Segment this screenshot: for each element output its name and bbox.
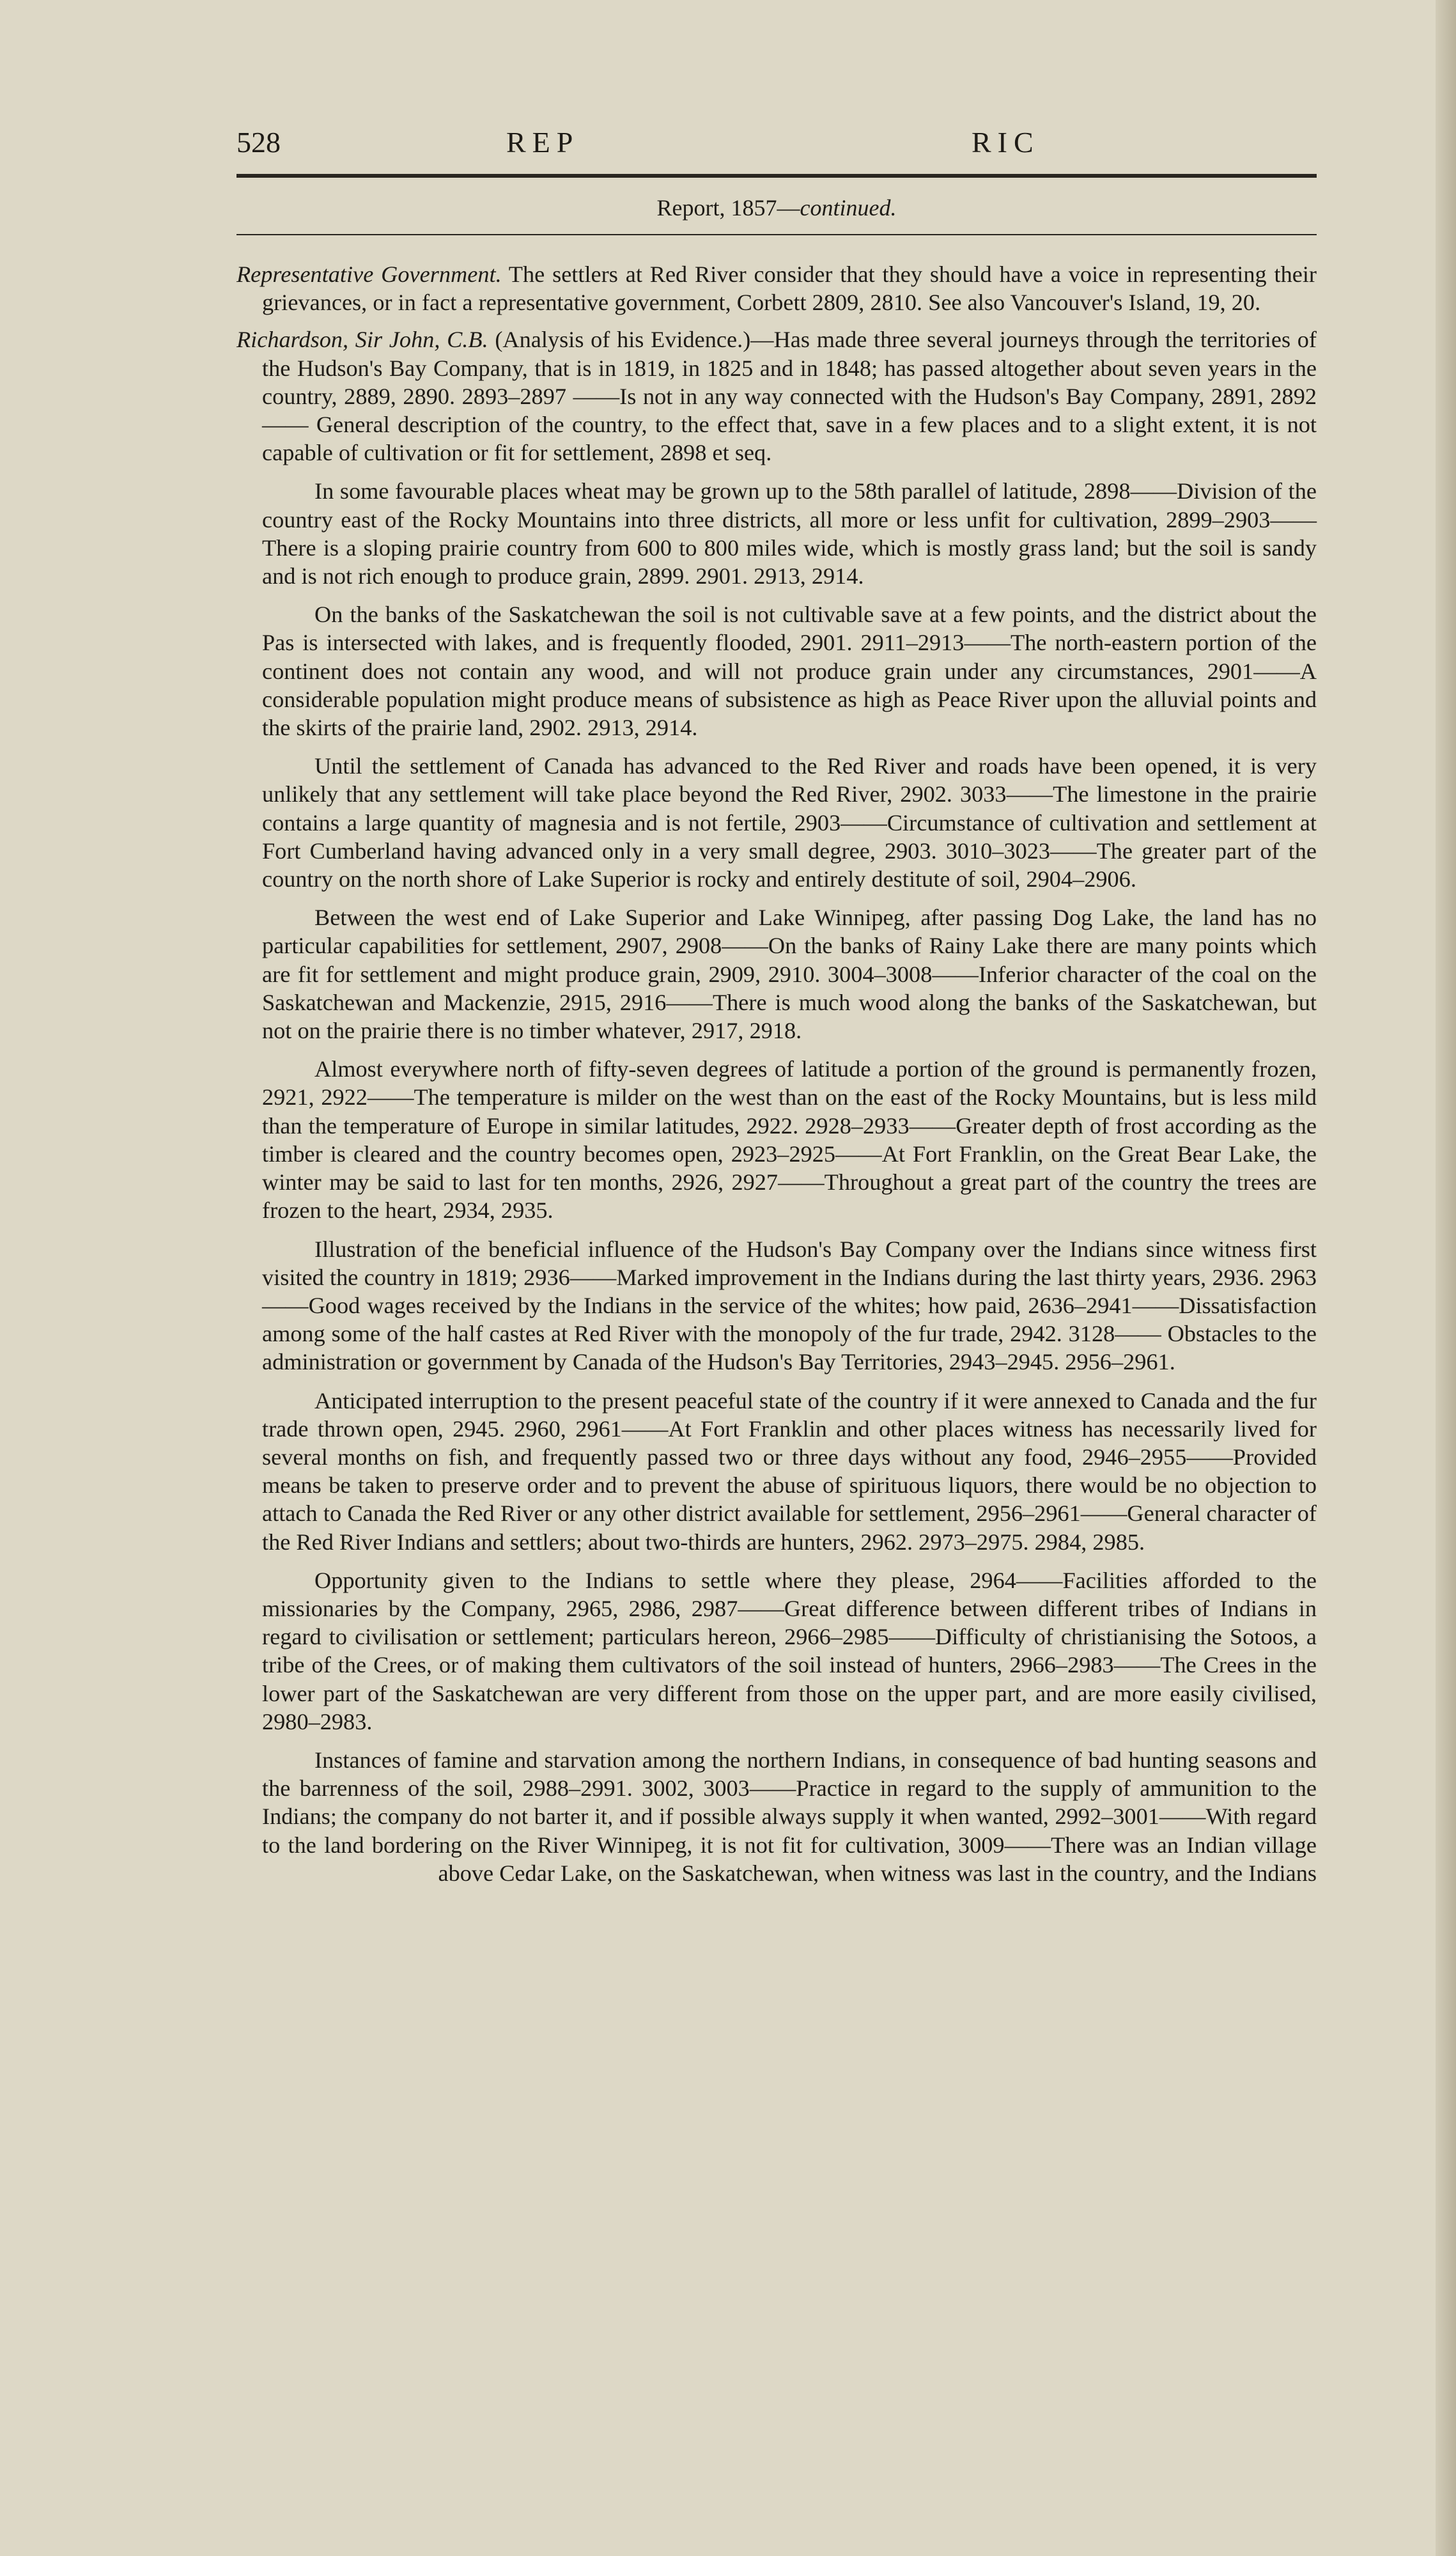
subhead-main: Report, 1857—	[656, 195, 800, 221]
body-text	[236, 260, 1317, 1887]
paragraph: Anticipated interruption to the present peaceful state of the country if it were annexed to Canada and the fur trade thrown open, 2945. 2960, 2961——At Fort Franklin and other places witness has necessarily lived for several months on fish, and frequently passed two or three days without any food, 2946–2955——Provided means be taken to preserve order and to prevent the abuse of spirituous liquors, there would be no objection to attach to Canada the Red River or any other district available for settlement, 2956–2961——General character of the Red River Indians and settlers; about two-thirds are hunters, 2962. 2973–2975. 2984, 2985.	[262, 1387, 1317, 1555]
paragraph: On the banks of the Saskatchewan the soil is not cultivable save at a few points, and the district about the Pas is intersected with lakes, and is frequently flooded, 2901. 2911–2913——The north-eastern portion of the continent does not contain any wood, and will not produce grain under any circumstances, 2901——A considerable population might produce means of subsistence as high as Peace River upon the alluvial points and the skirts of the prairie land, 2902. 2913, 2914.	[262, 602, 1317, 741]
section-subhead	[236, 192, 1317, 224]
running-head	[236, 120, 1317, 165]
entry-richardson	[236, 325, 1317, 467]
entry-text: (Analysis of his Evidence.)—Has made three several journeys through the territories of the Hudson's Bay Company, that is in 1819, in 1825 and in 1848; has passed altogether about seven years in the country, 2889, 2890. 2893–2897 ——Is not in any way connected with the Hudson's Bay Company, 2891, 2892—— General description of the country, to the effect that, save in a few places and to a slight extent, it is not capable of cultivation or fit for settlement, 2898 et seq.	[262, 327, 1317, 466]
paragraph: Until the settlement of Canada has advanced to the Red River and roads have been opened, it is very unlikely that any settlement will take place beyond the Red River, 2902. 3033——The limestone in the prairie contains a large quantity of magnesia and is not fertile, 2903——Circumstance of cultivation and settlement at Fort Cumberland having advanced only in a very small degree, 2903. 3010–3023——The greater part of the country on the north shore of Lake Superior is rocky and entirely destitute of soil, 2904–2906.	[262, 753, 1317, 892]
paragraph: In some favourable places wheat may be grown up to the 58th parallel of latitude, 2898——Division of the country east of the Rocky Mountains into three districts, all more or less unfit for cultivation, 2899–2903——There is a sloping prairie country from 600 to 800 miles wide, which is mostly grass land; but the soil is sandy and is not rich enough to produce grain, 2899. 2901. 2913, 2914.	[262, 478, 1317, 589]
paragraph: Instances of famine and starvation among the northern Indians, in consequence of bad hunting seasons and the barrenness of the soil, 2988–2991. 3002, 3003——Practice in regard to the supply of ammunition to the Indians; the company do not barter it, and if possible always supply it when wanted, 2992–3001——With regard to the land bordering on the River Winnipeg, it is not fit for cultivation, 3009——There was an Indian village above Cedar Lake, on the Saskatchewan, when witness was last in the country, and the Indians	[262, 1747, 1317, 1886]
page-edge	[1436, 0, 1456, 2556]
paragraph: Illustration of the beneficial influence of the Hudson's Bay Company over the Indians since witness first visited the country in 1819; 2936——Marked improvement in the Indians during the last thirty years, 2936. 2963——Good wages received by the Indians in the service of the whites; how paid, 2636–2941——Dissatisfaction among some of the half castes at Red River with the monopoly of the fur trade, 2942. 3128—— Obstacles to the administration or government by Canada of the Hudson's Bay Territories, 2943–2945. 2956–2961.	[262, 1236, 1317, 1375]
entry-heading: Representative Government.	[236, 261, 502, 287]
paragraph: Between the west end of Lake Superior and Lake Winnipeg, after passing Dog Lake, the land has no particular capabilities for settlement, 2907, 2908——On the banks of Rainy Lake there are many points which are fit for settlement and might produce grain, 2909, 2910. 3004–3008——Inferior character of the coal on the Saskatchewan and Mackenzie, 2915, 2916——There is much wood along the banks of the Saskatchewan, but not on the prairie there is no timber whatever, 2917, 2918.	[262, 905, 1317, 1044]
entry-heading: Richardson, Sir John, C.B.	[236, 327, 488, 353]
paragraph: Opportunity given to the Indians to settle where they please, 2964——Facilities afforded to the missionaries by the Company, 2965, 2986, 2987——Great difference between different tribes of Indians in regard to civilisation or settlement; particulars hereon, 2966–2985——Difficulty of christianising the Sotoos, a tribe of the Crees, or of making them cultivators of the soil instead of hunters, 2966–2983——The Crees in the lower part of the Saskatchewan are very different from those on the upper part, and are more easily civilised, 2980–2983.	[262, 1567, 1317, 1734]
running-head-right-word: RIC	[972, 126, 1040, 159]
header-rule-thick	[236, 174, 1317, 178]
entry-text: The settlers at Red River consider that they should have a voice in representing their grievances, or in fact a representative government, Corbett 2809, 2810. See also Vancouver's Island, 19, 20.	[262, 261, 1317, 316]
running-head-left-word: REP	[506, 126, 580, 159]
entry-representative-government	[236, 260, 1317, 316]
header-rule-thin	[236, 234, 1317, 235]
subhead-continued: continued.	[800, 195, 897, 221]
paragraph: Almost everywhere north of fifty-seven degrees of latitude a portion of the ground is permanently frozen, 2921, 2922——The temperature is milder on the west than on the east of the Rocky Mountains, but is less mild than the temperature of Europe in similar latitudes, 2922. 2928–2933——Greater depth of frost according as the timber is cleared and the country becomes open, 2923–2925——At Fort Franklin, on the Great Bear Lake, the winter may be said to last for ten months, 2926, 2927——Throughout a great part of the country the trees are frozen to the heart, 2934, 2935.	[262, 1056, 1317, 1224]
page-number: 528	[236, 126, 281, 159]
